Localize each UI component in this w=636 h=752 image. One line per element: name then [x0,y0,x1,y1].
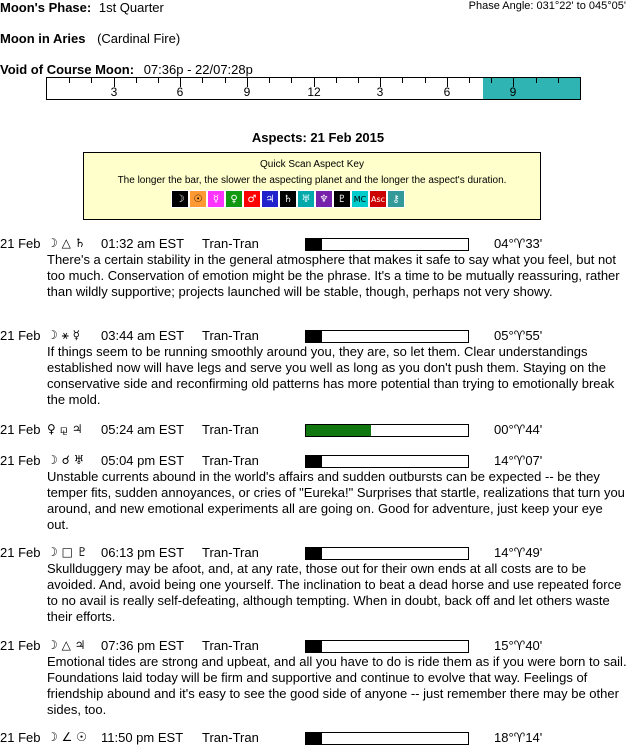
voc-tick [425,78,426,83]
uranus-key-icon: ♅ [297,190,315,208]
duration-bar [305,547,469,560]
aspect-position: 00°♈44' [494,422,543,437]
aspect-type: Tran-Tran [202,545,259,560]
voc-tick [536,78,537,83]
voc-tick [558,78,559,83]
aspect-entry [0,545,636,561]
voc-tick [202,78,203,83]
aspect-type: Tran-Tran [202,236,259,251]
voc-tick [491,78,492,83]
voc-tick [291,78,292,83]
aspect-entry [0,236,636,252]
voc-hour-label: 3 [110,85,118,99]
aspect-description: If things seem to be running smoothly around you, they are, so let them. Clear understandings established now will have legs and serve you well as long as you don't push them. Staying on the conservative side and reconfirming old patterns has more potential than trying to emotionally break the mold. [47,344,615,407]
aspect-time: 01:32 am EST [101,236,185,251]
voc-tick [91,78,92,83]
sun-key-icon: ☉ [189,190,207,208]
voc-tick [136,78,137,83]
aspect-entry [0,638,636,654]
duration-bar [305,330,469,343]
aspect-type: Tran-Tran [202,328,259,343]
mars-key-icon: ♂ [243,190,261,208]
moon-sign-row [0,31,180,46]
voc-tick [225,78,226,83]
voc-highlight [483,78,581,99]
voc-label: Void of Course Moon: [0,62,135,77]
aspect-position: 04°♈33' [494,236,543,251]
aspect-key [83,152,541,220]
aspect-description: Skullduggery may be afoot, and, at any rate, those out for their own ends at all costs are to be avoided. And, avoid being one yourself. The inclination to beat a dead horse and use repeated force to no avail is really self-defeating, although tempting. When in doubt, back off and let others waste their efforts. [47,561,622,624]
key-icons [171,190,405,208]
aspect-description: Emotional tides are strong and upbeat, and all you have to do is ride them as if you were born to sail. Foundations laid today will be firm and supportive and continue to evolve that way. Feelings of friendship abound and it's easy to see the good side of anyone -- just remember there may be other sides, too. [47,654,627,717]
voc-value: 07:36p - 22/07:28p [143,62,253,77]
mc-key-icon: MC [351,190,369,208]
aspect-position: 15°♈40' [494,638,543,653]
duration-bar [305,455,469,468]
voc-hour-label: 12 [307,85,321,99]
aspect-time: 06:13 pm EST [101,545,185,560]
chiron-key-icon: ⚷ [387,190,405,208]
voc-hour-label: 6 [443,85,451,99]
aspect-entry [0,453,636,469]
voc-row [0,62,253,77]
aspect-date: 21 Feb [0,638,41,653]
duration-bar-fill [306,331,322,342]
aspect-time: 05:04 pm EST [101,453,185,468]
aspect-description: There's a certain stability in the general atmosphere that makes it safe to say what you feel, but not too much. Conservation of emotion might be the phrase. It's a time to be mutually reassuring, rather than wildly supportive; projects launched will be stable, though, perhaps not very showy. [47,252,620,299]
aspect-type: Tran-Tran [202,638,259,653]
moon-sign-detail: (Cardinal Fire) [97,31,181,46]
voc-tick [469,78,470,83]
aspect-glyphs: ♀ ⚼ ♃ [47,422,83,436]
voc-tick [269,78,270,83]
voc-timeline [46,77,581,100]
duration-bar [305,424,469,437]
saturn-key-icon: ♄ [279,190,297,208]
aspect-position: 14°♈07' [494,453,543,468]
moon-sign: Moon in Aries [0,31,86,46]
aspect-type: Tran-Tran [202,422,259,437]
voc-tick [69,78,70,83]
moon-key-icon: ☽ [171,190,189,208]
pluto-key-icon: ♇ [333,190,351,208]
aspect-time: 05:24 am EST [101,422,185,437]
voc-tick [158,78,159,83]
phase-angle: Phase Angle: 031°22' to 045°05' [468,0,626,12]
aspect-date: 21 Feb [0,422,41,437]
aspect-glyphs: ☽ □ ♇ [47,545,88,559]
aspect-type: Tran-Tran [202,730,259,745]
duration-bar-fill [306,733,322,744]
duration-bar [305,238,469,251]
aspect-position: 18°♈14' [494,730,543,745]
aspect-time: 03:44 am EST [101,328,185,343]
moon-phase-row [0,0,164,15]
voc-hour-label: 6 [176,85,184,99]
aspect-date: 21 Feb [0,236,41,251]
aspect-date: 21 Feb [0,730,41,745]
aspect-glyphs: ☽ △ ♄ [47,236,86,250]
voc-tick [358,78,359,83]
voc-hour-label: 9 [243,85,251,99]
duration-bar-fill [306,548,322,559]
duration-bar-fill [306,239,322,250]
aspect-date: 21 Feb [0,453,41,468]
aspect-time: 07:36 pm EST [101,638,185,653]
duration-bar-fill [306,425,371,436]
aspect-position: 05°♈55' [494,328,543,343]
aspects-title: Aspects: 21 Feb 2015 [251,130,385,145]
moon-phase-value: 1st Quarter [98,0,164,15]
aspect-entry [0,422,636,438]
mercury-key-icon: ☿ [207,190,225,208]
aspect-glyphs: ☽ ☌ ♅ [47,453,85,467]
aspect-glyphs: ☽ △ ♃ [47,638,86,652]
voc-tick [336,78,337,83]
jupiter-key-icon: ♃ [261,190,279,208]
neptune-key-icon: ♆ [315,190,333,208]
key-subtitle: The longer the bar, the slower the aspecting planet and the longer the aspect's duration. [117,175,507,186]
aspect-time: 11:50 pm EST [101,730,184,745]
aspect-date: 21 Feb [0,328,41,343]
venus-key-icon: ♀ [225,190,243,208]
voc-hour-label: 9 [509,85,517,99]
key-title: Quick Scan Aspect Key [260,159,364,170]
aspect-glyphs: ☽ ⚹ ☿ [47,328,80,342]
asc-key-icon: Asc [369,190,387,208]
aspect-entry [0,730,636,746]
duration-bar-fill [306,641,322,652]
duration-bar [305,732,469,745]
aspect-description: Unstable currents abound in the world's affairs and sudden outbursts can be expected -- be they temper fits, sudden annoyances, or cries of "Eureka!" Surprises that startle, realizations that turn you around, and new emotional experiments all are going on. Good for adventure, just keep your eye out. [47,469,625,532]
voc-hour-label: 3 [376,85,384,99]
aspect-glyphs: ☽ ∠ ☉ [47,730,87,744]
duration-bar-fill [306,456,322,467]
moon-phase-label: Moon's Phase: [0,0,92,15]
duration-bar [305,640,469,653]
voc-tick [402,78,403,83]
aspect-position: 14°♈49' [494,545,543,560]
aspect-type: Tran-Tran [202,453,259,468]
aspect-date: 21 Feb [0,545,41,560]
aspect-entry [0,328,636,344]
